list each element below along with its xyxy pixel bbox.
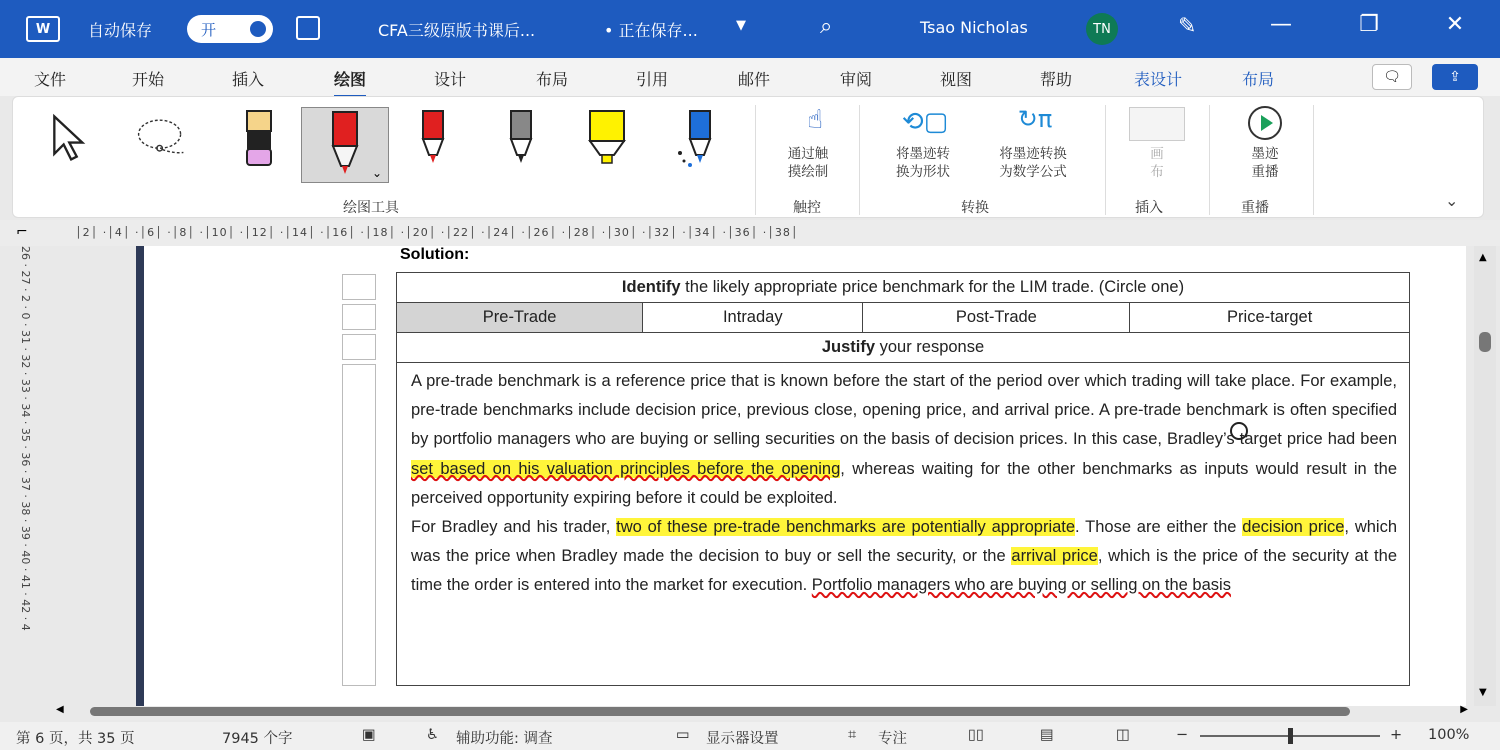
- lasso-icon: [133, 107, 189, 167]
- word-app-icon: W: [26, 16, 60, 42]
- paragraph-2a: For Bradley and his trader,: [411, 518, 617, 537]
- touch-draw-label-2: 摸绘制: [787, 164, 829, 180]
- touch-draw-icon[interactable]: ☝: [807, 105, 823, 135]
- tab-table-layout[interactable]: 布局: [1242, 70, 1275, 89]
- paragraph-2c: , which was the price when Bradley made the decision to buy or sell the security, or the: [411, 518, 1397, 566]
- identify-text: the likely appropriate price benchmark for the LIM trade. (Circle one): [680, 278, 1185, 296]
- ink-replay-icon[interactable]: [1237, 103, 1293, 143]
- separator: [1105, 105, 1106, 215]
- scroll-up-icon[interactable]: ▲: [1479, 252, 1487, 263]
- tab-layout[interactable]: 布局: [536, 70, 569, 89]
- web-layout-icon[interactable]: ◫: [1116, 727, 1130, 743]
- scroll-down-icon[interactable]: ▼: [1479, 687, 1487, 698]
- galaxy-pen-icon: [672, 107, 722, 171]
- ink-to-shape-label-1: 将墨迹转: [896, 146, 950, 162]
- paragraph-1a: A pre-trade benchmark is a reference price that is known before the start of the period over which trading will take place. For example, pre-trade benchmarks include decision price, previous close, opening price, and arrival price. A pre-trade benchmark is often specified by portfolio managers who are buying or selling securities on the basis of decision prices. In this case, Bradley’s target price had been: [411, 372, 1397, 449]
- accessibility-status[interactable]: 辅助功能: 调查: [456, 731, 553, 747]
- tab-design[interactable]: 设计: [434, 70, 467, 89]
- justify-row[interactable]: [397, 333, 1410, 363]
- chevron-down-icon[interactable]: ⌄: [371, 166, 382, 180]
- accessibility-icon: ♿: [426, 727, 439, 743]
- margin-box: [342, 304, 376, 330]
- comment-button[interactable]: 🗨: [1372, 64, 1412, 90]
- margin-box: [342, 274, 376, 300]
- chevron-down-icon[interactable]: ⌄: [1445, 191, 1459, 210]
- read-mode-icon[interactable]: ▯▯: [968, 727, 984, 743]
- touch-draw-button[interactable]: [773, 145, 843, 181]
- autosave-toggle[interactable]: [187, 15, 273, 43]
- scroll-left-icon[interactable]: ◀: [56, 704, 64, 715]
- zoom-slider[interactable]: [1200, 735, 1380, 737]
- document-page[interactable]: [136, 246, 1466, 706]
- red-pen-tool[interactable]: [301, 107, 389, 183]
- group-convert: 转换: [961, 200, 989, 216]
- underlined-portfolio-managers: Portfolio managers who are buying or selling on the basis: [811, 576, 1231, 595]
- menu-bar: [0, 58, 1500, 96]
- option-intraday[interactable]: Intraday: [643, 303, 863, 333]
- highlight-arrival-price: arrival price: [1011, 547, 1098, 566]
- tab-mailings[interactable]: 邮件: [738, 70, 771, 89]
- page-edge-bar: [136, 246, 144, 706]
- proofing-icon[interactable]: ▣: [362, 727, 376, 743]
- ink-to-math-icon[interactable]: ↻π: [1017, 105, 1053, 133]
- tab-view[interactable]: 视图: [940, 70, 973, 89]
- touch-draw-label-1: 通过触: [787, 146, 829, 162]
- canvas-label-2: 布: [1150, 164, 1164, 180]
- user-name[interactable]: Tsao Nicholas: [920, 18, 1028, 37]
- zoom-out-button[interactable]: −: [1176, 727, 1189, 743]
- paragraph-1b: , whereas waiting for the other benchmarks as inputs would result in the perceived opportunity expiring before it could be exploited.: [411, 459, 1397, 507]
- justify-bold: Justify: [821, 338, 876, 356]
- ink-to-math-button[interactable]: [973, 145, 1093, 181]
- separator: [755, 105, 756, 215]
- group-insert: 插入: [1135, 200, 1163, 216]
- pencil-icon: [501, 107, 541, 171]
- highlighter-icon: [582, 107, 632, 171]
- option-pre-trade[interactable]: Pre-Trade: [397, 303, 643, 333]
- canvas-button[interactable]: [1129, 145, 1185, 181]
- autosave-label: 自动保存: [88, 21, 153, 40]
- identify-bold: Identify: [621, 278, 681, 296]
- highlighter-tool[interactable]: [579, 107, 635, 183]
- autosave-state: 开: [201, 20, 217, 39]
- highlight-decision-price: decision price: [1242, 518, 1345, 537]
- ink-to-math-label-1: 将墨迹转换: [999, 146, 1067, 162]
- pen-icon[interactable]: ✎: [1178, 14, 1197, 39]
- ribbon: [12, 96, 1484, 218]
- display-settings[interactable]: 显示器设置: [706, 731, 779, 747]
- focus-mode[interactable]: 专注: [878, 731, 907, 747]
- solution-heading: Solution:: [400, 246, 470, 260]
- tab-references[interactable]: 引用: [636, 70, 669, 89]
- separator: [1313, 105, 1314, 215]
- highlight-valuation: set based on his valuation principles before the opening: [411, 459, 841, 478]
- red-marker-icon: [413, 107, 453, 171]
- group-touch: 触控: [793, 200, 821, 216]
- paragraph-2d: , which is the price of the security at the time the order is entered into the market for execution.: [411, 547, 1397, 595]
- word-count[interactable]: 7945 个字: [222, 731, 293, 747]
- tab-table-design[interactable]: 表设计: [1134, 70, 1183, 89]
- document-title[interactable]: CFA三级原版书课后...: [378, 21, 536, 40]
- paragraph-2b: . Those are either the: [1075, 518, 1243, 537]
- pen-cursor-icon: [1230, 422, 1248, 440]
- share-button[interactable]: ⇪: [1432, 64, 1478, 90]
- justify-text: your response: [875, 338, 985, 356]
- solution-table: [396, 272, 1410, 686]
- zoom-level[interactable]: 100%: [1428, 727, 1470, 743]
- chevron-down-icon[interactable]: ▼: [736, 18, 746, 33]
- tab-stop-icon[interactable]: ⌐: [16, 224, 28, 240]
- avatar[interactable]: TN: [1086, 13, 1118, 45]
- search-icon[interactable]: ⌕: [820, 14, 833, 39]
- select-tool[interactable]: [45, 107, 101, 183]
- margin-box: [342, 364, 376, 686]
- pencil-tool[interactable]: [493, 107, 549, 183]
- focus-icon: ⌗: [848, 727, 857, 743]
- document-status: • 正在保存...: [604, 21, 698, 40]
- highlight-two-benchmarks: two of these pre-trade benchmarks are potentially appropriate: [616, 518, 1076, 537]
- option-post-trade[interactable]: Post-Trade: [863, 303, 1130, 333]
- scroll-right-icon[interactable]: ▶: [1460, 704, 1468, 715]
- horizontal-scroll-thumb[interactable]: [90, 707, 1350, 716]
- print-layout-icon[interactable]: ▤: [1040, 727, 1054, 743]
- eraser-icon: [239, 107, 279, 171]
- separator: [859, 105, 860, 215]
- horizontal-scrollbar[interactable]: [50, 704, 1474, 720]
- toggle-knob: [250, 21, 266, 37]
- ink-replay-label-2: 重播: [1251, 164, 1279, 180]
- minimize-button[interactable]: —: [1270, 12, 1292, 37]
- page-count[interactable]: 第 6 页，共 35 页: [16, 731, 135, 747]
- document-area[interactable]: [36, 246, 1472, 706]
- save-icon[interactable]: [296, 16, 320, 40]
- group-draw-tools: 绘图工具: [343, 200, 399, 216]
- tab-help[interactable]: 帮助: [1040, 70, 1073, 89]
- tab-review[interactable]: 审阅: [840, 70, 873, 89]
- status-bar: [0, 722, 1500, 750]
- lasso-tool[interactable]: [133, 107, 189, 183]
- display-settings-icon: ▭: [676, 727, 690, 743]
- title-bar: [0, 0, 1500, 58]
- ink-replay-button[interactable]: [1229, 145, 1301, 181]
- canvas-icon: [1129, 107, 1185, 141]
- response-cell[interactable]: [397, 363, 1410, 686]
- vertical-scrollbar[interactable]: [1474, 246, 1496, 706]
- zoom-slider-thumb[interactable]: [1288, 728, 1293, 744]
- tab-insert[interactable]: 插入: [232, 70, 265, 89]
- horizontal-ruler[interactable]: [0, 220, 1500, 246]
- ruler-ticks: │2│ ·│4│ ·│6│ ·│8│ ·│10│ ·│12│ ·│14│ ·│16│ ·│18│ ·│20│ ·│22│ ·│24│ ·│26│ ·│28│ ·│30│ ·│32│ ·│34│ ·│36│ ·│38│: [75, 226, 799, 239]
- option-price-target[interactable]: Price-target: [1130, 303, 1410, 333]
- ink-replay-label-1: 墨迹: [1251, 146, 1279, 162]
- tab-file[interactable]: 文件: [34, 70, 67, 89]
- restore-button[interactable]: ❐: [1359, 12, 1379, 37]
- response-text[interactable]: [397, 363, 1409, 685]
- close-button[interactable]: ✕: [1445, 12, 1465, 37]
- ink-to-math-label-2: 为数学公式: [999, 164, 1067, 180]
- red-pencil-tool[interactable]: [405, 107, 461, 183]
- margin-box: [342, 334, 376, 360]
- ink-to-shape-icon[interactable]: ⟲▢: [901, 107, 949, 137]
- tab-draw[interactable]: 绘图: [334, 67, 366, 90]
- cursor-arrow-icon: [45, 107, 101, 167]
- canvas-label-1: 画: [1150, 146, 1164, 162]
- vertical-ruler[interactable]: 26 · 27 · 2 · 0 · 31 · 32 · 33 · 34 · 35 · 36 · 37 · 38 · 39 · 40 · 41 · 42 · 4: [19, 246, 32, 631]
- red-pen-icon: [315, 108, 375, 182]
- identify-row[interactable]: [397, 273, 1410, 303]
- vertical-scroll-thumb[interactable]: [1479, 332, 1491, 352]
- galaxy-pen-tool[interactable]: [669, 107, 725, 183]
- ink-to-shape-button[interactable]: [875, 145, 971, 181]
- eraser-tool[interactable]: [231, 107, 287, 183]
- group-replay: 重播: [1241, 200, 1269, 216]
- ink-to-shape-label-2: 换为形状: [896, 164, 950, 180]
- tab-home[interactable]: 开始: [132, 70, 165, 89]
- separator: [1209, 105, 1210, 215]
- zoom-in-button[interactable]: +: [1390, 727, 1403, 743]
